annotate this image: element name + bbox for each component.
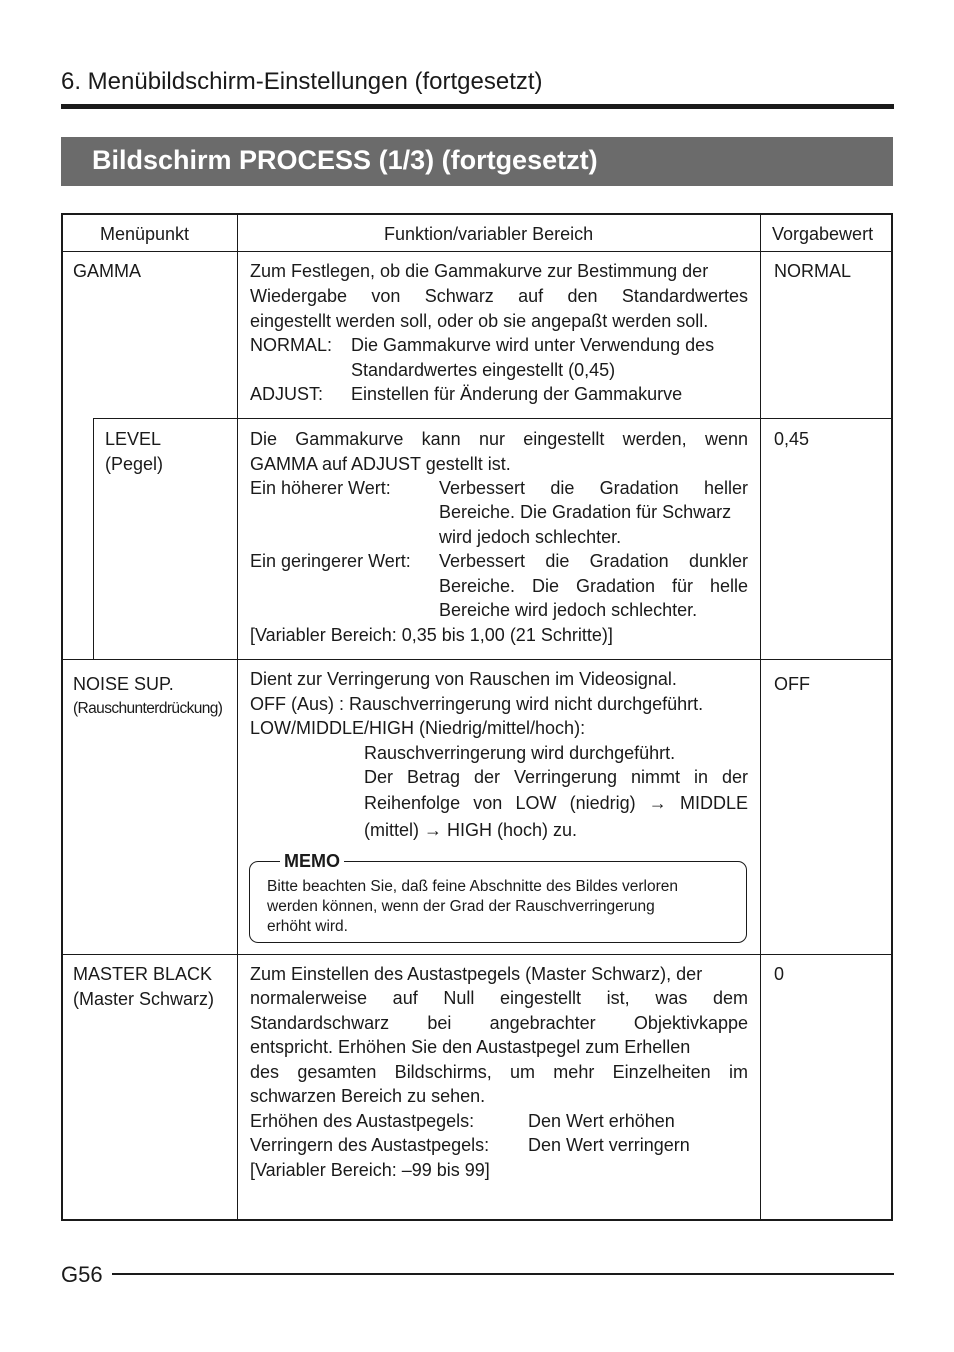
memo-text bbox=[267, 877, 678, 937]
gamma-normal-label: NORMAL: bbox=[250, 335, 333, 355]
level-higher-text: Bereiche. Die Gradation für Schwarz bbox=[439, 502, 732, 522]
master-black-item: MASTER BLACK bbox=[73, 964, 213, 984]
memo-line: werden können, wenn der Grad der Rauschverringerung bbox=[267, 898, 655, 915]
level-desc-line: Die Gammakurve kann nur eingestellt werden, wenn bbox=[250, 429, 748, 449]
memo-line: Bitte beachten Sie, daß feine Abschnitte des Bildes verloren bbox=[267, 878, 678, 895]
gamma-adjust-text: Einstellen für Änderung der Gammakurve bbox=[351, 384, 683, 404]
noise-off-line: OFF (Aus) : Rauschverringerung wird nicht durchgeführt. bbox=[250, 694, 704, 714]
level-range: [Variabler Bereich: 0,35 bis 1,00 (21 Schritte)] bbox=[250, 625, 613, 645]
master-black-desc-line: normalerweise auf Null eingestellt ist, was dem bbox=[250, 988, 748, 1008]
level-item: LEVEL bbox=[105, 429, 162, 449]
noise-item-sub: (Rauschunterdrückung) bbox=[73, 700, 223, 717]
level-lower-text: Bereiche. Die Gradation für helle bbox=[439, 576, 748, 596]
master-black-lower-text: Den Wert verringern bbox=[528, 1135, 690, 1155]
row-divider bbox=[93, 418, 891, 419]
noise-desc-line: Dient zur Verringerung von Rauschen im Videosignal. bbox=[250, 669, 677, 689]
settings-table bbox=[61, 213, 893, 1221]
master-black-lower-label: Verringern des Austastpegels: bbox=[250, 1135, 490, 1155]
row-divider bbox=[63, 659, 891, 660]
master-black-desc-line: Zum Einstellen des Austastpegels (Master Schwarz), der bbox=[250, 964, 703, 984]
master-black-desc-line: schwarzen Bereich zu sehen. bbox=[250, 1086, 486, 1106]
column-divider bbox=[760, 215, 761, 1219]
gamma-normal-text: Die Gammakurve wird unter Verwendung des bbox=[351, 335, 715, 355]
master-black-desc-line: Standardschwarz bei angebrachter Objektivkappe bbox=[250, 1013, 748, 1033]
page-number: G56 bbox=[61, 1262, 103, 1287]
column-divider bbox=[237, 215, 238, 1219]
gamma-item: GAMMA bbox=[73, 261, 142, 281]
page-title-banner bbox=[61, 137, 893, 186]
footer-rule bbox=[112, 1273, 894, 1275]
gamma-desc-line: eingestellt werden soll, oder ob sie angepaßt werden soll. bbox=[250, 311, 709, 331]
header-default: Vorgabewert bbox=[772, 224, 874, 244]
master-black-range: [Variabler Bereich: –99 bis 99] bbox=[250, 1160, 490, 1180]
master-black-raise-text: Den Wert erhöhen bbox=[528, 1111, 675, 1131]
memo-line: erhöht wird. bbox=[267, 918, 348, 935]
section-rule bbox=[61, 104, 894, 109]
level-lower-label: Ein geringerer Wert: bbox=[250, 551, 411, 571]
master-black-item-sub: (Master Schwarz) bbox=[73, 989, 215, 1009]
gamma-desc-line: Wiedergabe von Schwarz auf den Standardwertes bbox=[250, 286, 748, 306]
header-item: Menüpunkt bbox=[100, 224, 190, 244]
gamma-adjust-label: ADJUST: bbox=[250, 384, 324, 404]
level-higher-text: wird jedoch schlechter. bbox=[439, 527, 622, 547]
master-black-desc-line: des gesamten Bildschirms, um mehr Einzelheiten im bbox=[250, 1062, 748, 1082]
page-title: Bildschirm PROCESS (1/3) (fortgesetzt) bbox=[92, 145, 598, 175]
noise-levels-line: LOW/MIDDLE/HIGH (Niedrig/mittel/hoch): bbox=[250, 718, 586, 738]
noise-item: NOISE SUP. bbox=[73, 674, 174, 694]
gamma-normal-text: Standardwertes eingestellt (0,45) bbox=[351, 360, 616, 380]
noise-levels-text: Der Betrag der Verringerung nimmt in der bbox=[364, 767, 748, 787]
sub-item-indent-line bbox=[93, 418, 94, 659]
level-lower-text: Bereiche wird jedoch schlechter. bbox=[439, 600, 698, 620]
noise-levels-text: Reihenfolge von LOW (niedrig) → MIDDLE bbox=[364, 793, 748, 813]
level-lower-text: Verbessert die Gradation dunkler bbox=[439, 551, 748, 571]
gamma-desc-line: Zum Festlegen, ob die Gammakurve zur Bestimmung der bbox=[250, 261, 709, 281]
row-divider bbox=[63, 954, 891, 955]
level-higher-label: Ein höherer Wert: bbox=[250, 478, 391, 498]
level-desc-line: GAMMA auf ADJUST gestellt ist. bbox=[250, 454, 511, 474]
noise-levels-text: Rauschverringerung wird durchgeführt. bbox=[364, 743, 676, 763]
level-item-sub: (Pegel) bbox=[105, 454, 164, 474]
noise-default: OFF bbox=[774, 674, 810, 694]
header-function: Funktion/variabler Bereich bbox=[384, 224, 594, 244]
noise-levels-text: (mittel) → HIGH (hoch) zu. bbox=[364, 820, 578, 840]
level-default: 0,45 bbox=[774, 429, 810, 449]
master-black-default: 0 bbox=[774, 964, 785, 984]
level-higher-text: Verbessert die Gradation heller bbox=[439, 478, 748, 498]
gamma-default: NORMAL bbox=[774, 261, 852, 281]
memo-label: MEMO bbox=[280, 851, 344, 872]
master-black-desc-line: entspricht. Erhöhen Sie den Austastpegel zum Erhellen bbox=[250, 1037, 691, 1057]
row-divider bbox=[63, 251, 891, 252]
section-title: 6. Menübildschirm-Einstellungen (fortgesetzt) bbox=[61, 68, 543, 95]
master-black-raise-label: Erhöhen des Austastpegels: bbox=[250, 1111, 475, 1131]
